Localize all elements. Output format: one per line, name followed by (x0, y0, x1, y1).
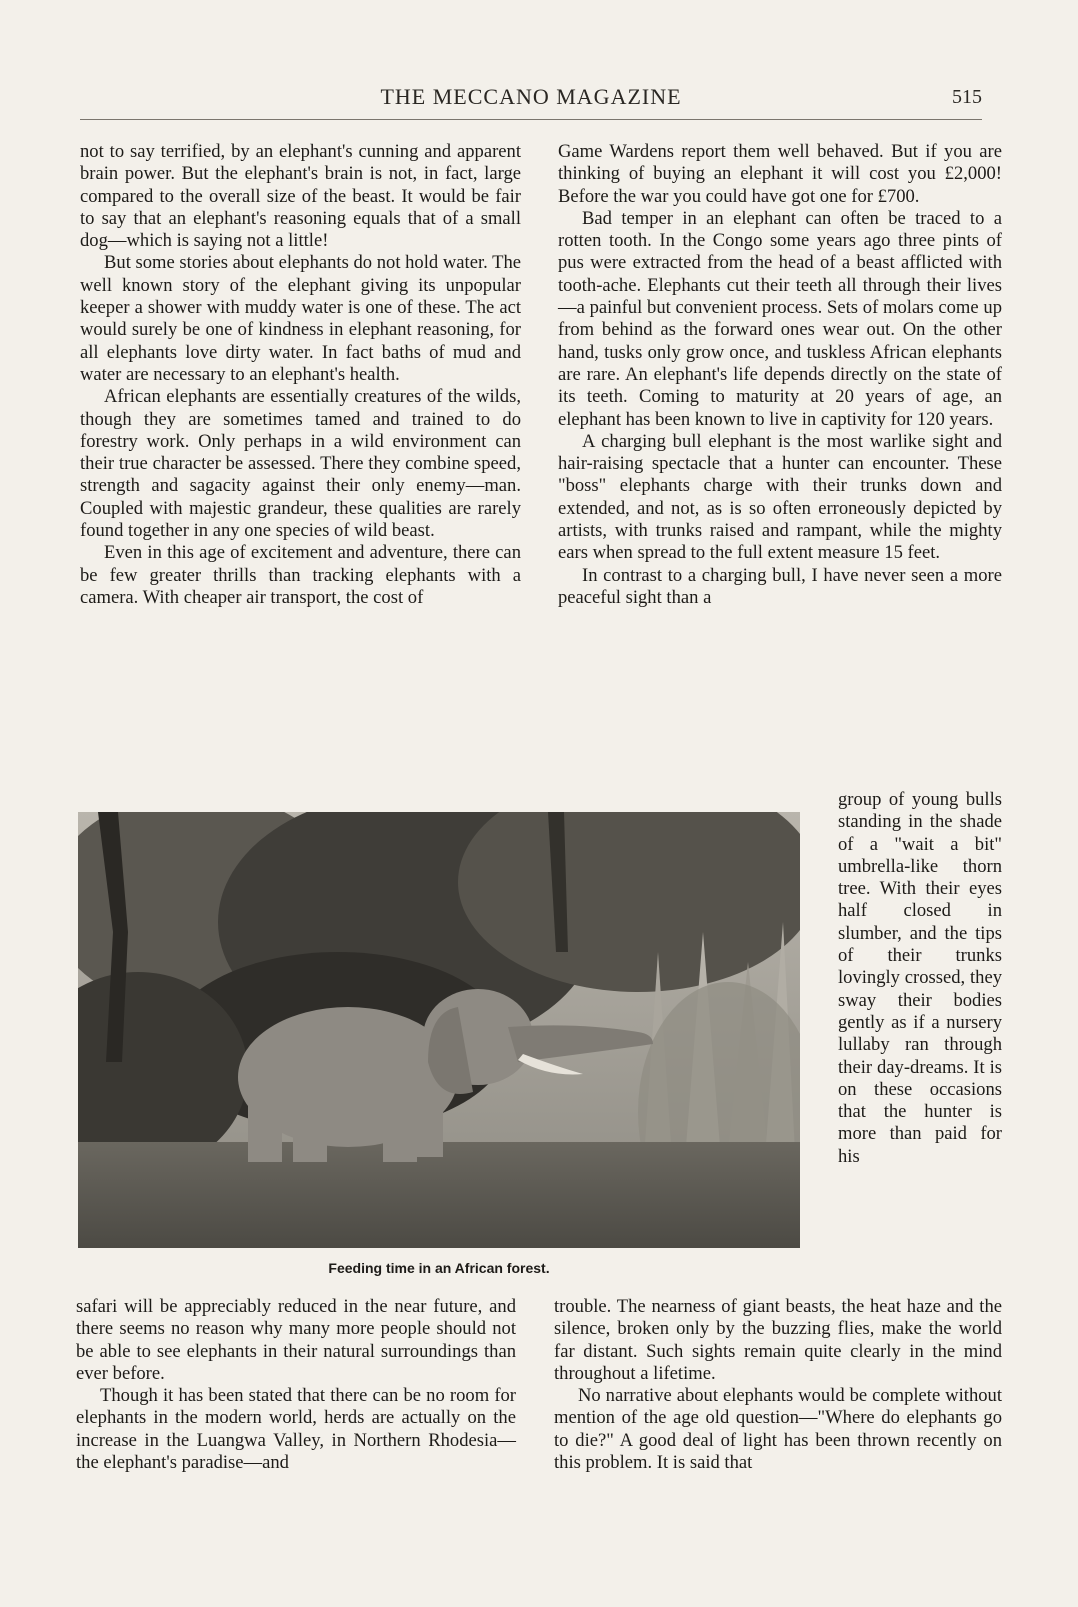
narrow-column (838, 789, 1002, 1168)
right-column-bottom (554, 1296, 1002, 1474)
paragraph: African elephants are essentially creatures of the wilds, though they are sometimes tamed and trained to do forestry work. Only perhaps in a wild environment can their true character be assessed. There they combine speed, strength and sagacity against their only enemy—man. Coupled with majestic grandeur, these qualities are rarely found together in any one species of wild beast. (80, 386, 521, 542)
left-column-top (80, 141, 521, 609)
paragraph: group of young bulls standing in the shade of a "wait a bit" umbrella-like thorn tree. With their eyes half closed in slumber, and the tips of their trunks lovingly crossed, they sway their bodies gently as if a nursery lullaby ran through their day-dreams. It is on these occasions that the hunter is more than paid for his (838, 789, 1002, 1167)
paragraph: Though it has been stated that there can be no room for elephants in the modern world, herds are actually on the increase in the Luangwa Valley, in Northern Rhodesia—the elephant's paradise—and (76, 1385, 516, 1474)
right-column-top (558, 141, 1002, 609)
left-column-bottom (76, 1296, 516, 1474)
paragraph: Bad temper in an elephant can often be traced to a rotten tooth. In the Congo some years ago three pints of pus were extracted from the head of a beast afflicted with tooth-ache. Elephants cut their teeth all through their lives—a painful but convenient process. Sets of molars come up from behind as the forward ones wear out. On the other hand, tusks only grow once, and tuskless African elephants are rare. An elephant's life depends directly on the state of its teeth. Coming to maturity at 20 years of age, an elephant has been known to live in captivity for 120 years. (558, 207, 1002, 430)
paragraph: safari will be appreciably reduced in the near future, and there seems no reason why many more people should not be able to see elephants in their natural surroundings than ever before. (76, 1296, 516, 1384)
paragraph: In contrast to a charging bull, I have never seen a more peaceful sight than a (558, 564, 1002, 608)
paragraph: A charging bull elephant is the most warlike sight and hair-raising spectacle that a hunter can encounter. These "boss" elephants charge with their trunks down and extended, and not, as is so often erroneously depicted by artists, with trunks raised and rampant, while the mighty ears when spread to the full extent measure 15 feet. (558, 430, 1002, 564)
paragraph: Even in this age of excitement and adventure, there can be few greater thrills than tracking elephants with a camera. With cheaper air transport, the cost of (80, 542, 521, 608)
magazine-title: THE MECCANO MAGAZINE (380, 84, 682, 109)
page-number: 515 (952, 86, 982, 108)
paragraph: But some stories about elephants do not hold water. The well known story of the elephant giving its unpopular keeper a shower with muddy water is one of these. The act would surely be one of kindness in elephant reasoning, for all elephants love dirty water. In fact baths of mud and water are necessary to an elephant's health. (80, 252, 521, 385)
photo-caption: Feeding time in an African forest. (328, 1260, 550, 1276)
elephant-photo (78, 812, 800, 1248)
page-header (80, 84, 982, 116)
paragraph: not to say terrified, by an elephant's cunning and apparent brain power. But the elephant's brain is not, in fact, large compared to the overall size of the beast. It would be fair to say that an elephant's reasoning equals that of a small dog—which is saying not a little! (80, 141, 521, 252)
paragraph: No narrative about elephants would be complete without mention of the age old question—"Where do elephants go to die?" A good deal of light has been thrown recently on this problem. It is said that (554, 1385, 1002, 1474)
paragraph: Game Wardens report them well behaved. But if you are thinking of buying an elephant it will cost you £2,000! Before the war you could have got one for £700. (558, 141, 1002, 207)
paragraph: trouble. The nearness of giant beasts, the heat haze and the silence, broken only by the buzzing flies, make the world far distant. Such sights remain quite clearly in the mind throughout a lifetime. (554, 1296, 1002, 1384)
header-rule (80, 119, 982, 120)
